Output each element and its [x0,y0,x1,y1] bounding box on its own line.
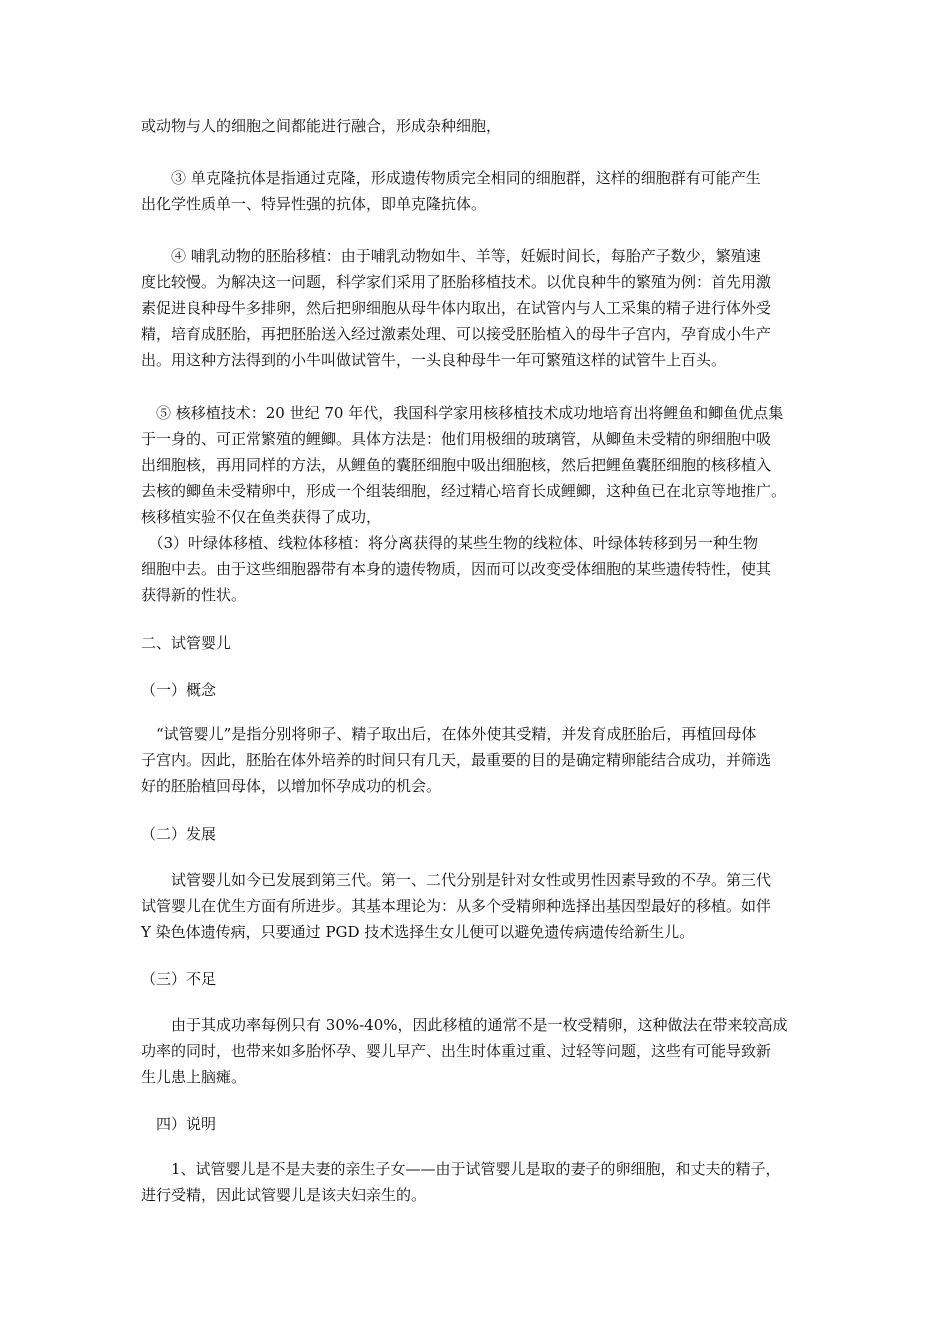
text-line: 出细胞核，再用同样的方法，从鲤鱼的囊胚细胞中吸出细胞核，然后把鲤鱼囊胚细胞的核移植入 [141,456,772,474]
text-line: （三）不足 [141,970,217,988]
paragraph-embryo-transfer [141,243,821,373]
text-line: ⑤ 核移植技术：20 世纪 70 年代，我国科学家用核移植技术成功地培育出将鲤鱼和鲫鱼优点集 [141,404,784,422]
text-line: 进行受精，因此试管婴儿是该夫妇亲生的。 [141,1186,427,1204]
text-line: 去核的鲫鱼未受精卵中，形成一个组装细胞，经过精心培育长成鲤鲫，这种鱼已在北京等地推广。 [141,482,787,500]
paragraph-cell-fusion-end [141,113,821,139]
text-line: 试管婴儿如今已发展到第三代。第一、二代分别是针对女性或男性因素导致的不孕。第三代 [141,871,772,889]
paragraph-ivf-shortcomings [141,1012,821,1090]
text-line: 核移植实验不仅在鱼类获得了成功， [141,508,382,526]
text-line: 出化学性质单一、特异性强的抗体，即单克隆抗体。 [141,195,487,213]
text-line: 试管婴儿在优生方面有所进步。其基本理论为：从多个受精卵种选择出基因型最好的移植。如伴 [141,897,772,915]
text-line: 二、试管婴儿 [141,634,232,652]
text-line: 由于其成功率每例只有 30%-40%，因此移植的通常不是一枚受精卵，这种做法在带来较高成 [141,1016,788,1034]
subheading-shortcomings [141,966,821,992]
text-line: 获得新的性状。 [141,586,247,604]
text-line: 素促进良种母牛多排卵，然后把卵细胞从母牛体内取出，在试管内与人工采集的精子进行体外受 [141,299,772,317]
text-line: ④ 哺乳动物的胚胎移植：由于哺乳动物如牛、羊等，妊娠时间长，每胎产子数少，繁殖速 [141,247,761,265]
text-line: 生儿患上脑瘫。 [141,1068,247,1086]
paragraph-organelle-transfer [141,530,821,608]
text-line: （一）概念 [141,681,217,699]
text-line: 功率的同时，也带来如多胎怀孕、婴儿早产、出生时体重过重、过轻等问题，这些有可能导致新 [141,1042,772,1060]
section-heading-ivf [141,630,821,656]
subheading-concept [141,677,821,703]
text-line: 出。用这种方法得到的小牛叫做试管牛，一头良种母牛一年可繁殖这样的试管牛上百头。 [141,351,727,369]
text-line: 子宫内。因此，胚胎在体外培养的时间只有几天，最重要的目的是确定精卵能结合成功，并筛选 [141,751,772,769]
paragraph-ivf-development [141,867,821,945]
text-line: 1、试管婴儿是不是夫妻的亲生子女——由于试管婴儿是取的妻子的卵细胞，和丈夫的精子， [141,1160,781,1178]
text-line: 四）说明 [141,1115,217,1133]
subheading-explanation [141,1111,821,1137]
text-line: 精，培育成胚胎，再把胚胎送入经过激素处理、可以接受胚胎植入的母牛子宫内，孕育成小牛产 [141,325,772,343]
text-line: Y 染色体遗传病，只要通过 PGD 技术选择生女儿便可以避免遗传病遗传给新生儿。 [141,923,695,941]
text-line: （3）叶绿体移植、线粒体移植：将分离获得的某些生物的线粒体、叶绿体转移到另一种生物 [141,534,759,552]
subheading-development [141,821,821,847]
text-line: （二）发展 [141,825,217,843]
text-line: “试管婴儿”是指分别将卵子、精子取出后，在体外使其受精，并发育成胚胎后，再植回母体 [141,725,757,743]
paragraph-ivf-concept [141,721,821,799]
text-line: ③ 单克隆抗体是指通过克隆，形成遗传物质完全相同的细胞群，这样的细胞群有可能产生 [141,169,761,187]
text-line: 或动物与人的细胞之间都能进行融合，形成杂种细胞， [141,117,502,135]
text-line: 于一身的、可正常繁殖的鲤鲫。具体方法是：他们用极细的玻璃管，从鲫鱼未受精的卵细胞中吸 [141,430,772,448]
text-line: 细胞中去。由于这些细胞器带有本身的遗传物质，因而可以改变受体细胞的某些遗传特性，使其 [141,560,772,578]
paragraph-ivf-explanation [141,1156,821,1208]
paragraph-monoclonal-antibody [141,165,821,217]
paragraph-nuclear-transfer [141,400,821,530]
text-line: 好的胚胎植回母体，以增加怀孕成功的机会。 [141,777,442,795]
text-line: 度比较慢。为解决这一问题，科学家们采用了胚胎移植技术。以优良种牛的繁殖为例：首先用激 [141,273,772,291]
